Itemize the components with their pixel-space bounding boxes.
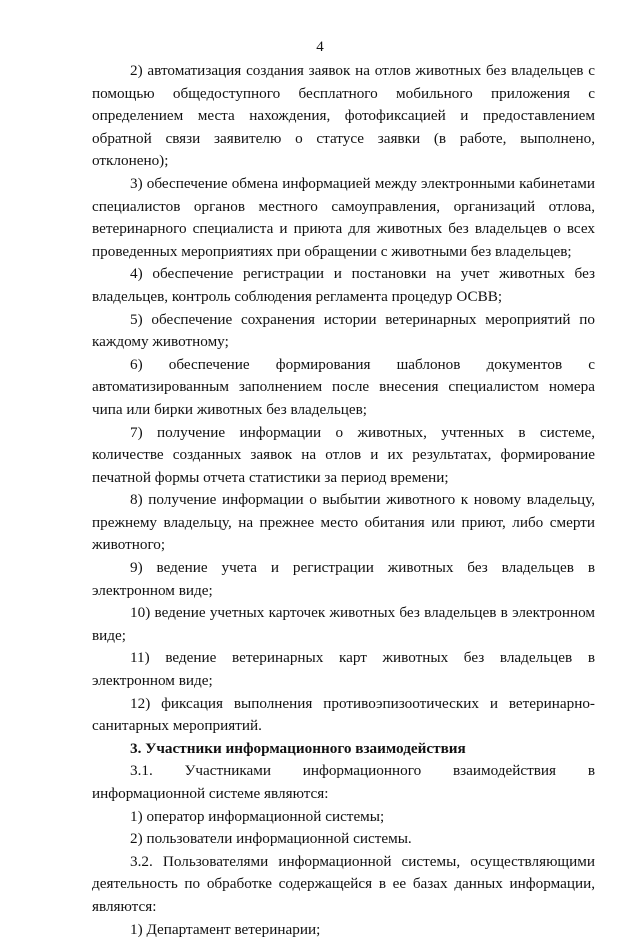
list-item-6: 6) обеспечение формирования шаблонов документов с автоматизированным заполнением после внесения специалистом номера чипа или бирки животных без владельцев; [92, 355, 595, 418]
list-item-2: 2) автоматизация создания заявок на отлов животных без владельцев с помощью общедоступного бесплатного мобильного приложения с определением места нахождения, фотофиксацией и предоставлением обратной связи заявителю о статусе заявки (в работе, выполнено, отклонено); [92, 62, 595, 170]
page-number: 4 [316, 39, 324, 55]
list-item-5: 5) обеспечение сохранения истории ветеринарных мероприятий по каждому животному; [92, 310, 595, 351]
user-item-1: 1) Департамент ветеринарии; [130, 920, 321, 938]
list-item-11: 11) ведение ветеринарных карт животных без владельцев в электронном виде; [92, 649, 595, 690]
participant-item-1: 1) оператор информационной системы; [130, 807, 385, 825]
document-body [92, 60, 595, 941]
list-item-7: 7) получение информации о животных, учтенных в системе, количестве созданных заявок на отлов и их результатах, формирование печатной формы отчета статистики за период времени; [92, 423, 595, 486]
section-heading: 3. Участники информационного взаимодействия [130, 739, 466, 757]
list-item-9: 9) ведение учета и регистрации животных без владельцев в электронном виде; [92, 559, 595, 599]
list-item-4: 4) обеспечение регистрации и постановки на учет животных без владельцев, контроль соблюдения регламента процедур ОСВВ; [92, 265, 595, 305]
list-item-3: 3) обеспечение обмена информацией между электронными кабинетами специалистов органов местного самоуправления, организаций отлова, ветеринарного специалиста и приюта для животных без владельцев о всех проведенных мероприятиях при обращении с животными без владельцев; [92, 174, 595, 260]
paragraph-3-2: 3.2. Пользователями информационной системы, осуществляющими деятельность по обработке содержащейся в ее базах данных информации, являются: [92, 852, 595, 915]
participant-item-2: 2) пользователи информационной системы. [130, 830, 412, 848]
list-item-12: 12) фиксация выполнения противоэпизоотических и ветеринарно-санитарных мероприятий. [92, 694, 595, 735]
list-item-8: 8) получение информации о выбытии животного к новому владельцу, прежнему владельцу, на прежнее место обитания или приют, либо смерти животного; [92, 491, 595, 554]
paragraph-3-1: 3.1. Участниками информационного взаимодействия в информационной системе являются: [92, 762, 595, 802]
list-item-10: 10) ведение учетных карточек животных без владельцев в электронном виде; [92, 604, 595, 644]
